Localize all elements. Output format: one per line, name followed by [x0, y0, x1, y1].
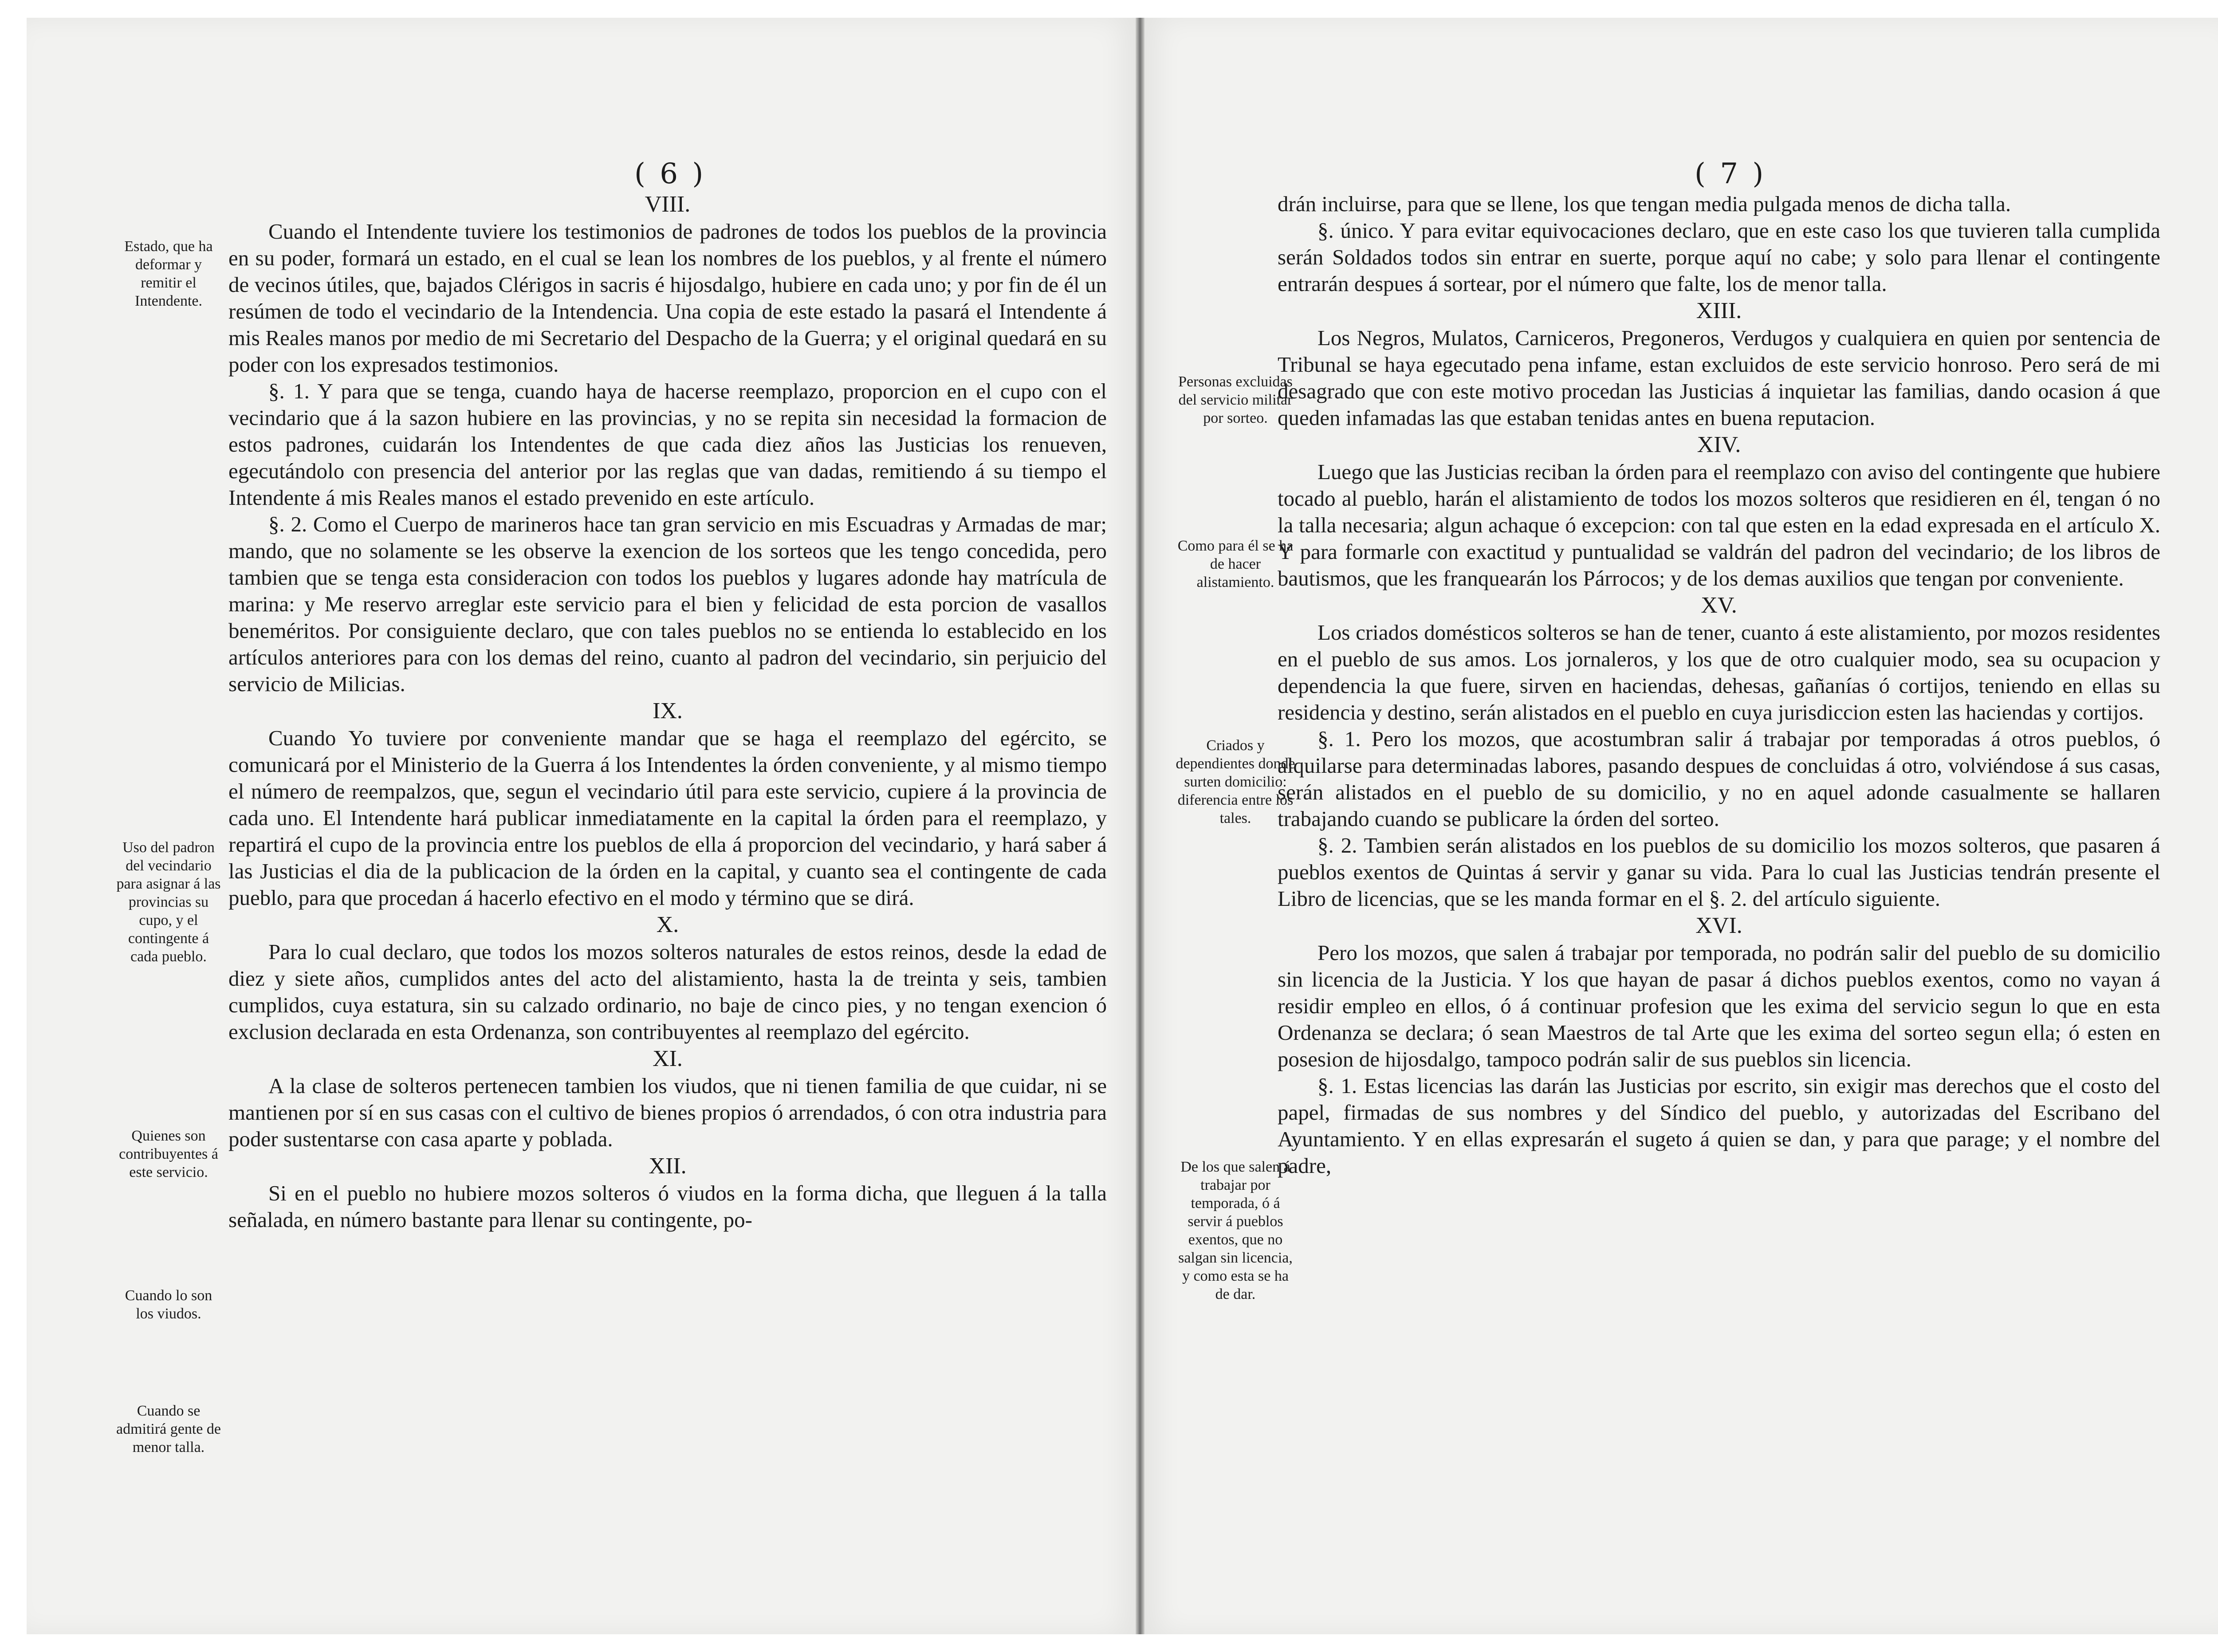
paragraph: Cuando Yo tuviere por conveniente mandar que se haga el reemplazo del egército, se comunicará por el Ministerio de la Guerra á los Intendentes la órden conveniente, y al mismo tiempo el número de reempalzos, que, segun el vecindario útil para este servicio, cupiere á la provincia de cada uno. El Intendente hará publicar inmediatamente en la capital la órden para el reemplazo, y repartirá el cupo de la provincia entre los pueblos de ella á proporcion del vecindario, y hará saber á las Justicias el dia de la publicacion de la órden en la capital, y cuanto sea el contingente de cada pueblo, para que procedan á hacerlo efectivo en el modo y término que se dirá.	[228, 726, 1107, 910]
article-heading: IX.	[653, 698, 683, 724]
left-page	[27, 18, 1136, 1634]
paragraph: Los criados domésticos solteros se han de tener, cuanto á este alistamiento, por mozos residentes en el pueblo de sus amos. Los jornaleros, y los que de otro cualquier modo, sea su ocupacion y dependencia la que fuere, sirven en haciendas, dehesas, gañanías ó cortijos, teniendo en ellas su residencia y destino, serán alistados en el pueblo en cuya jurisdiccion esten las haciendas y cortijos.	[1278, 620, 2160, 724]
paragraph: §. 2. Tambien serán alistados en los pueblos de su domicilio los mozos solteros, que pasaren á pueblos exentos de Quintas á servir y ganar su vida. Para lo cual las Justicias tendrán presente el Libro de licencias, que se les manda formar en el §. 2. del artículo siguiente.	[1278, 833, 2160, 911]
margin-note: Quienes son contribuyentes á este servicio.	[119, 1128, 218, 1180]
paragraph: Cuando el Intendente tuviere los testimonios de padrones de todos los pueblos de la provincia en su poder, formará un estado, en el cual se lean los nombres de los pueblos, y al frente el número de vecinos útiles, que, bajados Clérigos in sacris é hijosdalgo, hubiere en cada uno; y por fin de él un resúmen de todo el vecindario de la Intendencia. Una copia de este estado la pasará el Intendente á mis Reales manos por medio de mi Secretario del Despacho de la Guerra; y el original quedará en su poder con los expresados testimonios.	[228, 219, 1107, 377]
book-gutter	[1136, 18, 1144, 1634]
article-heading: XI.	[653, 1046, 683, 1071]
paragraph: §. 1. Estas licencias las darán las Justicias por escrito, sin exigir mas derechos que el costo del papel, firmadas de sus nombres y del Síndico del pueblo, y autorizadas del Escribano del Ayuntamiento. Y en ellas expresarán el sugeto á quien se dan, y para que parage; y el nombre del padre,	[1278, 1074, 2160, 1178]
margin-note: Personas excluidas del servicio militar por sorteo.	[1178, 374, 1293, 426]
paragraph: Para lo cual declaro, que todos los mozos solteros naturales de estos reinos, desde la edad de diez y siete años, cumplidos antes del acto del alistamiento, hasta la de treinta y seis, tambien cumplidos, cuya estatura, sin su calzado ordinario, no baje de cinco pies, y no tengan exencion ó exclusion declarada en esta Ordenanza, son contribuyentes al reemplazo del egército.	[228, 940, 1107, 1044]
page-number: ( 7 )	[1695, 157, 1766, 190]
margin-note: Estado, que ha deformar y remitir el Intendente.	[124, 238, 213, 309]
margin-note: Criados y dependientes donde surten domicilio: diferencia entre los tales.	[1176, 737, 1295, 826]
paragraph: §. 1. Pero los mozos, que acostumbran salir á trabajar por temporadas á otros pueblos, ó alquilarse para determinadas labores, pasando despues de concluidas á otro, volviéndose á sus casas, serán alistados en el pueblo de su domicilio, y no en aquel adonde casualmente se hallaren trabajando cuando se publicare la órden del sorteo.	[1278, 727, 2160, 831]
paragraph: drán incluirse, para que se llene, los que tengan media pulgada menos de dicha talla.	[1278, 192, 2011, 216]
margin-note: Como para él se ha de hacer alistamiento.	[1177, 538, 1294, 590]
margin-note: De los que salen á trabajar por temporada, ó á servir á pueblos exentos, que no salgan sin licencia, y como esta se ha de dar.	[1178, 1159, 1293, 1302]
article-heading: XII.	[649, 1153, 687, 1179]
paragraph: Luego que las Justicias reciban la órden para el reemplazo con aviso del contingente que hubiere tocado al pueblo, harán el alistamiento de todos los mozos solteros que residieren en él, tengan ó no la talla necesaria; algun achaque ó excepcion: con tal que esten en la edad expresada en el artículo X. Y para formarle con exactitud y puntualidad se valdrán del padron del vecindario; de los libros de bautismos, que les franquearán los Párrocos; y de los demas auxilios que tengan por conveniente.	[1278, 460, 2160, 590]
book-spread	[27, 18, 2218, 1634]
paragraph: §. único. Y para evitar equivocaciones declaro, que en este caso los que tuvieren talla cumplida serán Soldados todos sin entrar en suerte, porque aquí no cabe; y solo para llenar el contingente entrarán despues á sortear, por el número que falte, los de menor talla.	[1278, 218, 2160, 296]
margin-note: Uso del padron del vecindario para asignar á las provincias su cupo, y el contingente á cada pueblo.	[116, 839, 221, 965]
right-body-text	[1278, 191, 2160, 1179]
page-number: ( 6 )	[634, 157, 706, 190]
paragraph: Los Negros, Mulatos, Carniceros, Pregoneros, Verdugos y cualquiera en quien por sentencia de Tribunal se haya egecutado pena infame, estan excluidos de este servicio honroso. Pero será de mi desagrado que con este motivo procedan las Justicias á inquietar las familias, dando ocasion á que queden infamadas las que estaban tenidas antes en buena reputacion.	[1278, 326, 2160, 430]
margin-note: Cuando se admitirá gente de menor talla.	[116, 1403, 221, 1455]
paragraph: §. 1. Y para que se tenga, cuando haya de hacerse reemplazo, proporcion en el cupo con el vecindario que á la sazon hubiere en las provincias, y no se repita sin necesidad la formacion de estos padrones, cuidarán los Intendentes de que cada diez años las Justicias los renueven, egecutándolo con presencia del anterior por las reglas que van dadas, remitiendo á su tiempo el Intendente á mis Reales manos el estado prevenido en este artículo.	[228, 379, 1107, 510]
paragraph: Si en el pueblo no hubiere mozos solteros ó viudos en la forma dicha, que lleguen á la talla señalada, en número bastante para llenar su contingente, po-	[228, 1181, 1107, 1232]
article-heading: XV.	[1701, 593, 1737, 618]
left-body-text	[228, 191, 1107, 1233]
article-heading: XIV.	[1697, 432, 1741, 457]
article-heading: X.	[656, 912, 679, 937]
margin-note: Cuando lo son los viudos.	[125, 1287, 212, 1322]
paragraph: §. 2. Como el Cuerpo de marineros hace tan gran servicio en mis Escuadras y Armadas de mar; mando, que no solamente se les observe la exencion de los sorteos que les tengo concedida, pero tambien que se tenga esta consideracion con todos los pueblos y lugares adonde hay matrícula de marina: y Me reservo arreglar este servicio para el bien y felicidad de esta porcion de vasallos beneméritos. Por consiguiente declaro, que con tales pueblos no se entienda lo establecido en los artículos anteriores para con los demas del reino, cuanto al padron del vecindario, sin perjuicio del servicio de Milicias.	[228, 512, 1107, 696]
paragraph: A la clase de solteros pertenecen tambien los viudos, que ni tienen familia de que cuidar, ni se mantienen por sí en sus casas con el cultivo de bienes propios ó arrendados, ó con otra industria para poder sustentarse con casa aparte y poblada.	[228, 1074, 1107, 1151]
article-heading: XVI.	[1695, 913, 1742, 938]
article-heading: VIII.	[645, 192, 691, 217]
article-heading: XIII.	[1696, 298, 1742, 323]
paragraph: Pero los mozos, que salen á trabajar por temporada, no podrán salir del pueblo de su domicilio sin licencia de la Justicia. Y los que hayan de pasar á dichos pueblos exentos, como no vayan á residir empleo en ellos, ó á continuar profesion que les exima del servicio segun lo que en esta Ordenanza se declara; ó sean Maestros de tal Arte que les exima del sorteo segun ella; ó esten en posesion de hijosdalgo, tampoco podrán salir de sus pueblos sin licencia.	[1278, 940, 2160, 1071]
